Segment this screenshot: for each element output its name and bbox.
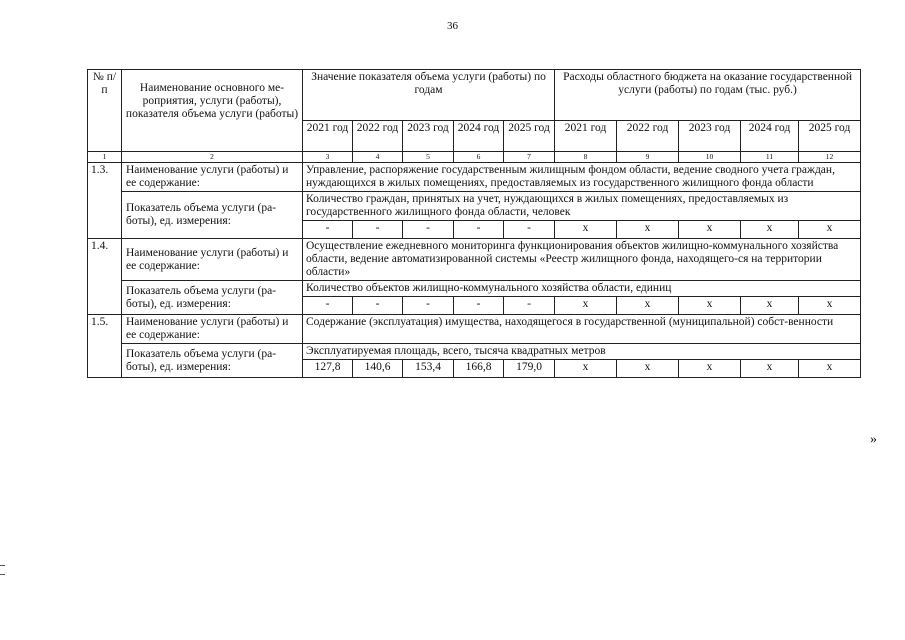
column-number: 8 <box>555 152 617 163</box>
expense-value: х <box>617 221 679 239</box>
indicator-text: Количество граждан, принятых на учет, нуждающихся в жилых помещениях, предоставляемых из государственного жилищного фонда области, человек <box>303 192 861 221</box>
column-numbers-row <box>88 152 861 163</box>
indicator-label: Показатель объема услуги (ра-боты), ед. измерения: <box>122 281 303 315</box>
column-number: 6 <box>454 152 504 163</box>
indicator-row <box>88 192 861 221</box>
year-value-2021: 2021 год <box>303 121 353 152</box>
indicator-value: - <box>353 221 403 239</box>
expense-value: х <box>679 360 741 378</box>
expense-value: х <box>741 297 799 315</box>
indicator-value: - <box>504 297 555 315</box>
year-value-2022: 2022 год <box>353 121 403 152</box>
service-row <box>88 163 861 192</box>
service-row <box>88 315 861 344</box>
year-value-2023: 2023 год <box>403 121 454 152</box>
indicator-value: 140,6 <box>353 360 403 378</box>
indicator-value: - <box>403 297 454 315</box>
expense-value: х <box>555 297 617 315</box>
service-text: Управление, распоряжение государственным жилищным фондом области, ведение сводного учета граждан, нуждающихся в жилых помещениях, предоставляемых из государственного жилищного фонда области <box>303 163 861 192</box>
service-label: Наименование услуги (работы) и ее содержание: <box>122 315 303 344</box>
year-expense-2023: 2023 год <box>679 121 741 152</box>
expense-value: х <box>617 297 679 315</box>
indicator-value: 166,8 <box>454 360 504 378</box>
indicator-value: - <box>303 221 353 239</box>
indicator-row <box>88 281 861 297</box>
header-values: Значение показателя объема услуги (работы) по годам <box>303 70 555 121</box>
expense-value: х <box>741 360 799 378</box>
year-expense-2024: 2024 год <box>741 121 799 152</box>
expense-value: х <box>617 360 679 378</box>
service-text: Содержание (эксплуатация) имущества, находящегося в государственной (муниципальной) собст-венности <box>303 315 861 344</box>
year-expense-2021: 2021 год <box>555 121 617 152</box>
column-number: 1 <box>88 152 122 163</box>
section-number: 1.5. <box>88 315 122 378</box>
indicator-row <box>88 344 861 360</box>
service-label: Наименование услуги (работы) и ее содержание: <box>122 163 303 192</box>
margin-mark <box>0 565 5 575</box>
indicator-text: Количество объектов жилищно-коммунального хозяйства области, единиц <box>303 281 861 297</box>
indicator-value: - <box>454 297 504 315</box>
page-number: 36 <box>447 20 458 32</box>
service-row <box>88 239 861 281</box>
column-number: 5 <box>403 152 454 163</box>
header-expenses: Расходы областного бюджета на оказание государственной услуги (работы) по годам (тыс. руб.) <box>555 70 861 121</box>
column-number: 4 <box>353 152 403 163</box>
closing-quote: » <box>870 432 877 447</box>
column-number: 3 <box>303 152 353 163</box>
expense-value: х <box>799 221 861 239</box>
indicator-value: 179,0 <box>504 360 555 378</box>
indicator-label: Показатель объема услуги (ра-боты), ед. измерения: <box>122 192 303 239</box>
year-value-2024: 2024 год <box>454 121 504 152</box>
indicator-value: - <box>504 221 555 239</box>
year-expense-2025: 2025 год <box>799 121 861 152</box>
indicator-text: Эксплуатируемая площадь, всего, тысяча квадратных метров <box>303 344 861 360</box>
expense-value: х <box>799 297 861 315</box>
column-number: 12 <box>799 152 861 163</box>
indicator-value: - <box>303 297 353 315</box>
expense-value: х <box>679 297 741 315</box>
indicator-value: 127,8 <box>303 360 353 378</box>
header-no: № п/п <box>88 70 122 152</box>
column-number: 11 <box>741 152 799 163</box>
indicator-value: - <box>454 221 504 239</box>
column-number: 9 <box>617 152 679 163</box>
section-number: 1.4. <box>88 239 122 315</box>
indicator-value: - <box>403 221 454 239</box>
indicator-label: Показатель объема услуги (ра-боты), ед. измерения: <box>122 344 303 378</box>
year-expense-2022: 2022 год <box>617 121 679 152</box>
section-number: 1.3. <box>88 163 122 239</box>
services-table <box>87 69 861 378</box>
header-name: Наименование основного ме-роприятия, услуги (работы), показателя объема услуги (работы) <box>122 70 303 152</box>
expense-value: х <box>799 360 861 378</box>
expense-value: х <box>555 360 617 378</box>
year-value-2025: 2025 год <box>504 121 555 152</box>
column-number: 7 <box>504 152 555 163</box>
service-text: Осуществление ежедневного мониторинга функционирования объектов жилищно-коммунального хозяйства области, ведение автоматизированной системы «Реестр жилищного фонда, находящего-ся на территории области» <box>303 239 861 281</box>
indicator-value: 153,4 <box>403 360 454 378</box>
column-number: 2 <box>122 152 303 163</box>
expense-value: х <box>741 221 799 239</box>
header-row <box>88 70 861 121</box>
indicator-value: - <box>353 297 403 315</box>
expense-value: х <box>555 221 617 239</box>
column-number: 10 <box>679 152 741 163</box>
service-label: Наименование услуги (работы) и ее содержание: <box>122 239 303 281</box>
expense-value: х <box>679 221 741 239</box>
